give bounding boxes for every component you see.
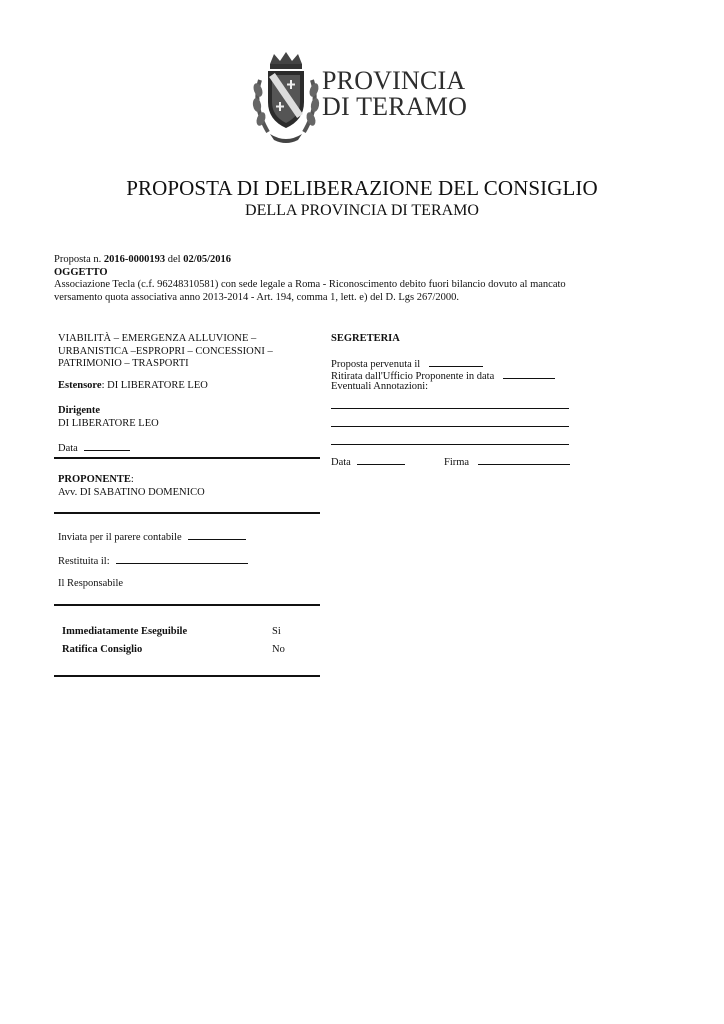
inviata-field[interactable] [188,530,246,540]
right-data-label: Data [331,457,351,468]
proponente-label: PROPONENTE [58,474,131,485]
annotazioni-label: Eventuali Annotazioni: [331,381,429,392]
annotazioni-line-1[interactable] [331,408,569,409]
logo-text [322,68,467,120]
immediata-value: Si [272,626,281,637]
oggetto-text-1: Associazione Tecla (c.f. 96248310581) con sede legale a Roma - Riconoscimento debito fuori bilancio dovuto al mancato [54,279,566,290]
left-data-label: Data [58,443,78,454]
settore-line-1: VIABILITÀ – EMERGENZA ALLUVIONE – [58,333,257,344]
oggetto-label: OGGETTO [54,266,108,278]
ratifica-label: Ratifica Consiglio [62,644,143,655]
firma-field[interactable] [478,455,570,465]
estensore-label: Estensore [58,380,102,391]
logo-line-1: PROVINCIA [322,66,466,95]
provincia-crest-icon [250,50,322,146]
proposta-del: del [167,254,181,265]
right-data-field[interactable] [357,455,405,465]
proponente-colon: : [130,474,134,485]
pervenuta-label: Proposta pervenuta il [331,359,421,370]
proponente-block [58,474,205,499]
divider-1 [54,457,320,459]
settore-line-2: URBANISTICA –ESPROPRI – CONCESSIONI – [58,345,273,357]
annotazioni-line-3[interactable] [331,444,569,445]
estensore-row [58,380,208,393]
dirigente-value: DI LIBERATORE LEO [58,417,159,429]
immediata-label: Immediatamente Eseguibile [62,626,188,637]
firma-row [444,455,570,470]
annotazioni-line-2[interactable] [331,426,569,427]
left-data-row [58,441,130,456]
inviata-label: Inviata per il parere contabile [58,532,182,543]
ritirata-label: Ritirata dall'Ufficio Proponente in data [331,371,495,382]
settore-line-3: PATRIMONIO – TRASPORTI [58,358,189,369]
logo-line-2: DI TERAMO [322,92,468,121]
pervenuta-field[interactable] [429,357,483,367]
restituita-field[interactable] [116,554,248,564]
restituita-row [58,554,248,569]
proposta-prefix: Proposta n. [54,254,102,265]
proposta-block [54,254,674,304]
right-data-row [331,455,405,470]
proposta-line [54,254,674,267]
ratifica-value: No [272,644,285,655]
oggetto-text-2: versamento quota associativa anno 2013-2014 - Art. 194, comma 1, lett. e) del D. Lgs 267/2000. [54,291,460,303]
segreteria-label: SEGRETERIA [331,333,400,344]
divider-3 [54,604,320,606]
dirigente-label: Dirigente [58,405,100,416]
estensore-value: : DI LIBERATORE LEO [101,380,208,391]
document-subtitle: DELLA PROVINCIA DI TERAMO [245,202,479,219]
proposta-date: 02/05/2016 [183,254,232,265]
firma-label: Firma [444,457,470,468]
left-data-field[interactable] [84,441,130,451]
inviata-row [58,530,246,545]
restituita-label: Restituita il: [58,556,110,567]
dirigente-block [58,405,159,430]
divider-4 [54,675,320,677]
settore-block [58,333,318,371]
responsabile-label: Il Responsabile [58,578,124,589]
divider-2 [54,512,320,514]
proposta-number: 2016-0000193 [103,254,166,265]
proponente-value: Avv. DI SABATINO DOMENICO [58,486,205,498]
document-title: PROPOSTA DI DELIBERAZIONE DEL CONSIGLIO [126,176,598,200]
logo [250,50,480,146]
ritirata-field[interactable] [503,369,555,379]
